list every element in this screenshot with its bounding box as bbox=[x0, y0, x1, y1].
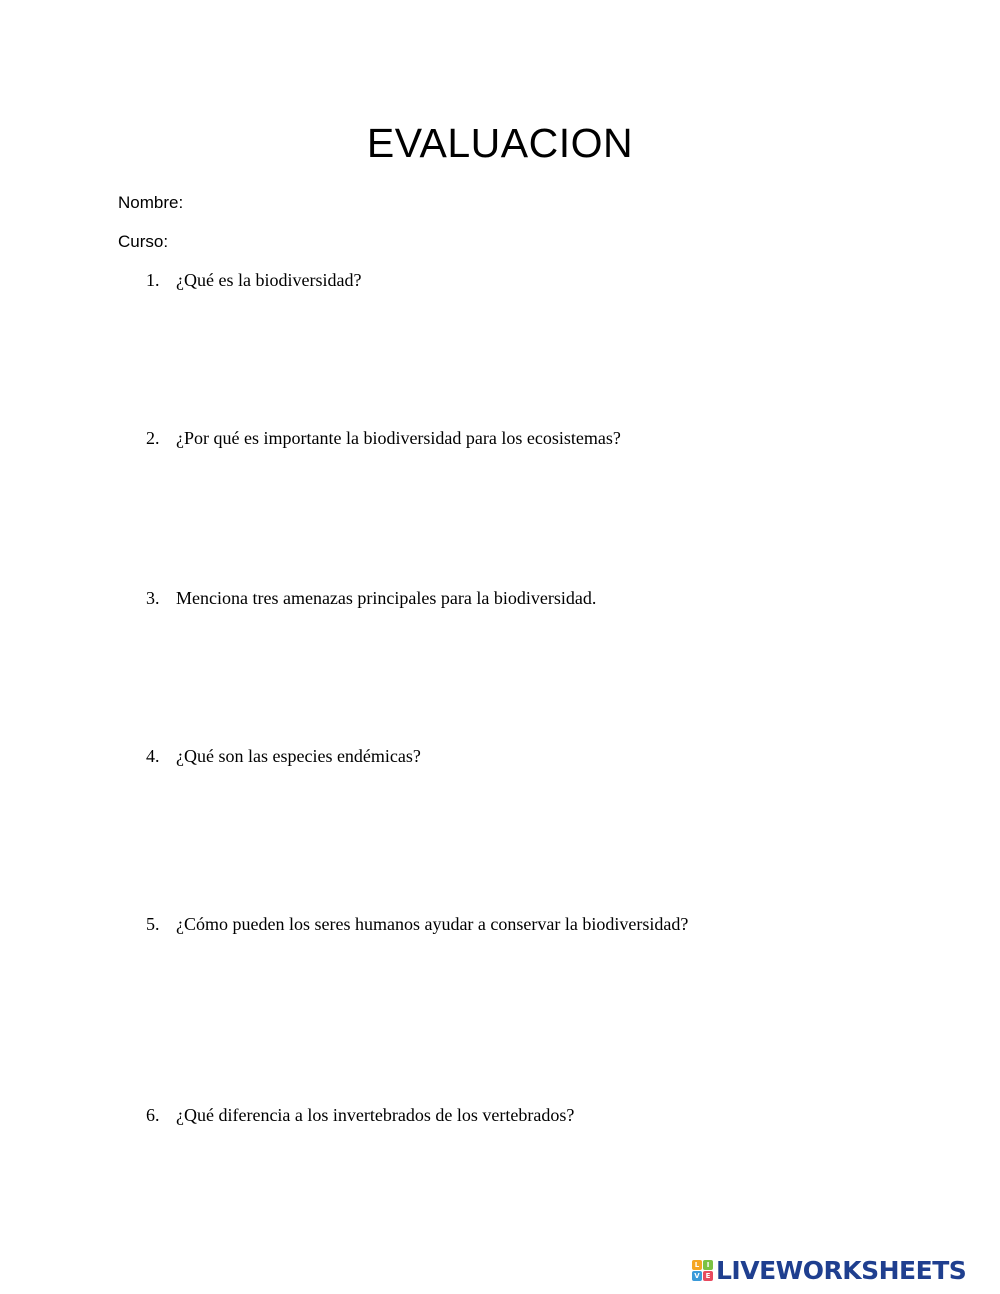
logo-text: LIVEWORKSHEETS bbox=[716, 1255, 967, 1285]
page-title: EVALUACION bbox=[366, 120, 634, 166]
logo-mark-icon bbox=[692, 1260, 713, 1281]
question-number: 3. bbox=[146, 588, 160, 608]
question-text: Menciona tres amenazas principales para la biodiversidad. bbox=[176, 588, 597, 608]
name-label: Nombre: bbox=[118, 193, 184, 212]
logo-mark-tile: I bbox=[703, 1260, 713, 1270]
question-number: 1. bbox=[146, 270, 160, 290]
question-number: 2. bbox=[146, 428, 160, 448]
question-text: ¿Qué es la biodiversidad? bbox=[176, 270, 362, 290]
question-4 bbox=[146, 746, 421, 767]
question-text: ¿Por qué es importante la biodiversidad para los ecosistemas? bbox=[176, 428, 621, 448]
logo-mark-tile: E bbox=[703, 1271, 713, 1281]
question-text: ¿Qué diferencia a los invertebrados de los vertebrados? bbox=[176, 1105, 575, 1125]
question-2 bbox=[146, 428, 621, 449]
question-number: 6. bbox=[146, 1105, 160, 1125]
question-text: ¿Qué son las especies endémicas? bbox=[176, 746, 421, 766]
course-label: Curso: bbox=[118, 232, 169, 251]
logo-mark-tile: L bbox=[692, 1260, 702, 1270]
logo-mark-tile: V bbox=[692, 1271, 702, 1281]
question-number: 5. bbox=[146, 914, 160, 934]
question-1 bbox=[146, 270, 361, 291]
question-3 bbox=[146, 588, 596, 609]
question-6 bbox=[146, 1105, 574, 1126]
question-number: 4. bbox=[146, 746, 160, 766]
liveworksheets-logo bbox=[692, 1255, 966, 1285]
question-text: ¿Cómo pueden los seres humanos ayudar a conservar la biodiversidad? bbox=[176, 914, 689, 934]
question-5 bbox=[146, 914, 688, 935]
